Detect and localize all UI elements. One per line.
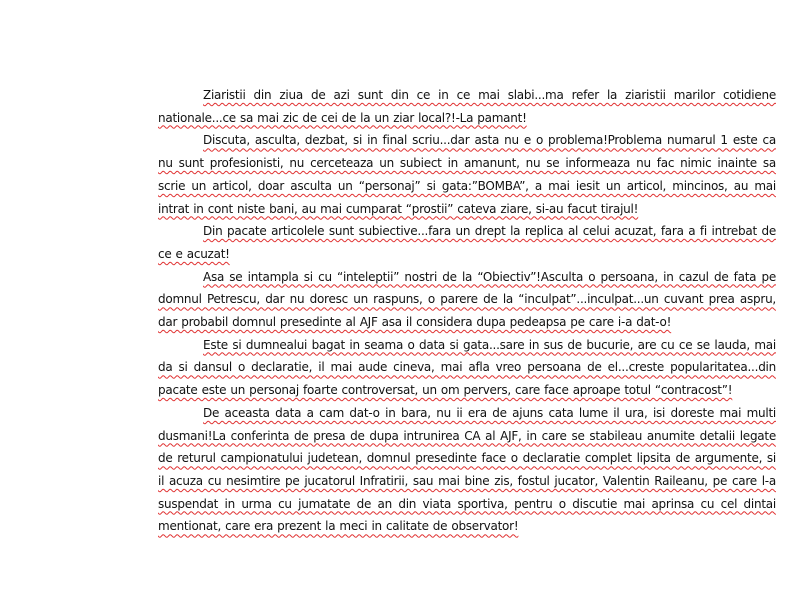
paragraph-5[interactable]: Este si dumnealui bagat in seama o data si gata...sare in sus de bucurie, are cu ce se lauda, mai da si dansul o declaratie, il mai aude cineva, mai afla vreo persoana de el...creste popularitatea...din pacate este un personaj foarte controversat, un om pervers, care face aproape totul “contracost”! <box>158 337 776 398</box>
paragraph-2[interactable]: Discuta, asculta, dezbat, si in final scriu...dar asta nu e o problema!Problema numarul 1 este ca nu sunt profesionisti, nu cerceteaza un subiect in amanunt, nu se informeaza nu fac nimic inainte sa scrie un articol, doar asculta un “personaj” si gata:”BOMBA”, a mai iesit un articol, mincinos, au mai intrat in cont niste bani, au mai cumparat “prostii” cateva ziare, si-au facut tirajul! <box>158 133 776 216</box>
paragraph-1[interactable]: Ziaristii din ziua de azi sunt din ce in ce mai slabi...ma refer la ziaristii marilor cotidiene nationale...ce sa mai zic de cei de la un ziar local?!-La pamant! <box>158 88 776 125</box>
paragraph-4[interactable]: Asa se intampla si cu “inteleptii” nostri de la “Obiectiv”!Asculta o persoana, in cazul de fata pe domnul Petrescu, dar nu doresc un raspuns, o parere de la “inculpat”...inculpat...un cuvant prea aspru, dar probabil domnul presedinte al AJF asa il considera dupa pedeapsa pe care i-a dat-o! <box>158 269 776 330</box>
document-body[interactable] <box>158 84 776 538</box>
paragraph-3[interactable]: Din pacate articolele sunt subiective...fara un drept la replica al celui acuzat, fara a fi intrebat de ce e acuzat! <box>158 224 776 261</box>
paragraph-6[interactable]: De aceasta data a cam dat-o in bara, nu ii era de ajuns cata lume il ura, isi doreste mai multi dusmani!La conferinta de presa de dupa intrunirea CA al AJF, in care se stabileau anumite detalii legate de returul campionatului judetean, domnul presedinte face o declaratie complet lipsita de argumente, si il acuza cu nesimtire pe jucatorul Infratirii, sau mai bine zis, fostul jucator, Valentin Raileanu, pe care l-a suspendat in urma cu jumatate de an din viata sportiva, pentru o discutie mai aprinsa cu cel dintai mentionat, care era prezent la meci in calitate de observator! <box>158 405 776 534</box>
